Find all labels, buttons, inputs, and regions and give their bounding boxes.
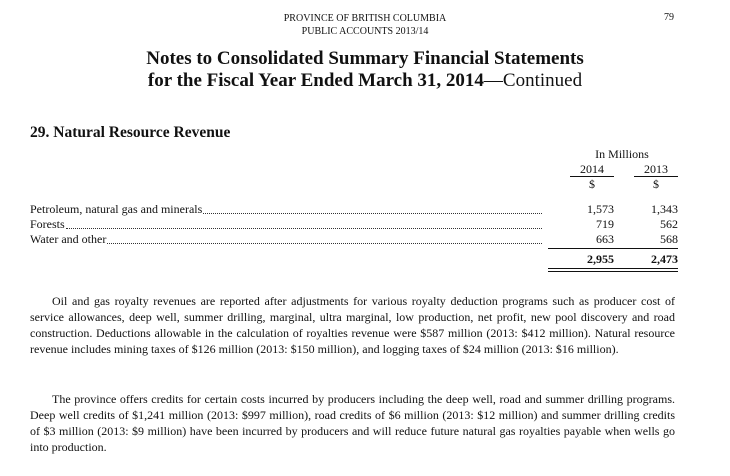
table-row-forests [30, 217, 542, 232]
cell-value: 719 [596, 217, 614, 231]
row-label: Petroleum, natural gas and minerals [30, 202, 203, 216]
section-heading: 29. Natural Resource Revenue [30, 124, 231, 141]
title-line-1: Notes to Consolidated Summary Financial Statements [146, 48, 584, 69]
row-label: Water and other [30, 232, 107, 246]
cell-value: 1,573 [587, 202, 614, 216]
cell-value: 568 [660, 232, 678, 246]
page-header [0, 12, 730, 38]
table-row-petroleum [30, 202, 542, 217]
page-number: 79 [664, 12, 674, 23]
total-double-rule-2 [548, 271, 678, 272]
total-2013: 2,473 [651, 252, 678, 266]
title-line-2-main: for the Fiscal Year Ended March 31, 2014 [147, 70, 484, 91]
column-year-2014: 2014 [570, 162, 614, 177]
total-double-rule-1 [548, 268, 678, 269]
header-public-accounts: PUBLIC ACCOUNTS 2013/14 [301, 26, 429, 37]
leader-dots [66, 228, 542, 229]
column-year-2013: 2013 [634, 162, 678, 177]
table-row-water [30, 232, 542, 247]
leader-dots [107, 243, 542, 244]
paragraph-producer-credits: The province offers credits for certain costs incurred by producers including the deep well, road and summer drilling programs. Deep well credits of $1,241 million (2013: $997 million), road credits of $6 million (2013: $12 million) and summer drilling credits of $3 million (2013: $9 million) have been incurred by producers and will reduce future natural gas royalties payable when wells go into production. [30, 392, 675, 454]
page-title [0, 48, 730, 92]
row-label: Forests [30, 217, 65, 231]
column-currency-2013: $ [653, 177, 659, 191]
cell-value: 663 [596, 232, 614, 246]
leader-dots [203, 213, 542, 214]
column-currency-2014: $ [589, 177, 595, 191]
title-line-2 [0, 70, 730, 92]
cell-value: 1,343 [651, 202, 678, 216]
paragraph-royalty-revenue: Oil and gas royalty revenues are reported after adjustments for various royalty deduction programs such as producer cost of service allowances, deep well, summer drilling, marginal, ultra marginal, low production, net profit, new pool discovery and road construction. Deductions allowable in the calculation of royalties revenue were $587 million (2013: $412 million). Natural resource revenue includes mining taxes of $126 million (2013: $150 million), and logging taxes of $24 million (2013: $16 million). [30, 294, 675, 356]
table-unit-label: In Millions [595, 147, 649, 161]
header-province: PROVINCE OF BRITISH COLUMBIA [283, 13, 447, 24]
title-line-2-suffix: —Continued [483, 70, 583, 91]
total-2014: 2,955 [587, 252, 614, 266]
subtotal-rule [548, 248, 678, 249]
cell-value: 562 [660, 217, 678, 231]
